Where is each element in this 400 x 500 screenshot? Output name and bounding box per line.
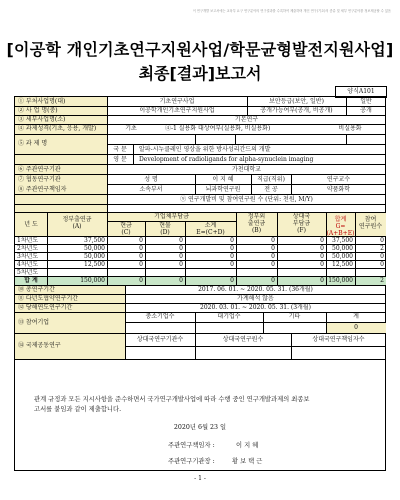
english-title: Development of radioligands for alpha-synuclein imaging bbox=[139, 156, 314, 163]
researchers-cell: 0 bbox=[380, 237, 384, 244]
year-cell: 5차년도 bbox=[17, 269, 39, 276]
partner-header: 상대국 부담금 (F) bbox=[292, 213, 311, 234]
sub-program-label: ③ 세부사업명(소) bbox=[18, 116, 66, 123]
kind-cell: 0 bbox=[179, 253, 183, 260]
top-note: 이 연구개발 보고서에는 교육부 요구 연구분야의 연구결과를 수록하여 제출하며 개인 연구(기초)의 종류 및 세부 연구분야를 정보제공할 수 있음 bbox=[192, 9, 391, 13]
other-count-label: 기타 bbox=[288, 313, 301, 320]
kind-cell: 0 bbox=[179, 245, 183, 252]
company-total-label: 계 bbox=[353, 313, 359, 320]
partner-sum: 0 bbox=[320, 277, 324, 284]
pi-name-label: 성 명 bbox=[144, 176, 158, 183]
year-cell: 1차년도 bbox=[17, 237, 39, 244]
task-type-label: ④ 과제성격(기초, 응용, 개발) bbox=[18, 125, 97, 132]
gov-cell: 50,000 bbox=[84, 253, 105, 260]
pi-sign-label: 주관연구책임자 : bbox=[168, 442, 215, 449]
kind-cell: 0 bbox=[179, 261, 183, 268]
cash-cell: 0 bbox=[139, 261, 143, 268]
cooperating-institution-label: ⑦ 협동연구기관 bbox=[18, 176, 61, 183]
total-period-label: ⑩ 총연구기간 bbox=[18, 286, 55, 293]
subtotal-sum: 0 bbox=[230, 277, 234, 284]
multi-year-label: ⑪ 다년도협약연구기간 bbox=[18, 295, 79, 302]
partner-cell: 0 bbox=[320, 253, 324, 260]
year-cell: 4차년도 bbox=[17, 261, 39, 268]
kind-header: 현물 (D) bbox=[159, 222, 171, 236]
pi-rank-label: 직급(직위) bbox=[257, 176, 285, 183]
agreement-text bbox=[34, 395, 364, 415]
cash-sum: 0 bbox=[139, 277, 143, 284]
researchers-header: 참여 연구원수 bbox=[358, 216, 383, 230]
cash-cell: 0 bbox=[139, 245, 143, 252]
current-period-value: 2020. 03. 01. ~ 2020. 05. 31. (3개월) bbox=[200, 304, 311, 311]
gov-sum: 150,000 bbox=[80, 277, 105, 284]
pi-name-value: 이 지 혜 bbox=[212, 176, 234, 183]
total-cell: 50,000 bbox=[332, 253, 353, 260]
security-grade-label: 보안등급(보안, 일반) bbox=[269, 98, 324, 105]
disclosure-value: 공개 bbox=[360, 107, 372, 114]
company-total-value: 0 bbox=[354, 324, 358, 331]
korean-title: 알파-시누클레인 영상을 위한 방사성리간드의 개발 bbox=[139, 146, 271, 153]
program-name-value: 이공학개인기초연구지원사업 bbox=[139, 107, 215, 114]
pi-major-value: 약품화학 bbox=[326, 186, 351, 193]
partner-researcher-count-label: 상대국연구원수 bbox=[222, 336, 264, 343]
head-sign-label: 주관연구기관장 : bbox=[168, 458, 215, 465]
total-period-value: 2017. 06. 01. ~ 2020. 05. 31. (36개월) bbox=[198, 286, 313, 293]
head-sign-name: 황 보 택 근 bbox=[232, 458, 263, 465]
form-code: 양식A101 bbox=[335, 86, 387, 98]
task-title-label: ⑤ 과 제 명 bbox=[18, 140, 48, 147]
page-number: - 1 - bbox=[194, 475, 206, 482]
gov-cell: 37,500 bbox=[84, 237, 105, 244]
researchers-cell: 0 bbox=[380, 253, 384, 260]
korean-title-label: 국 문 bbox=[113, 146, 127, 153]
partner-cell: 0 bbox=[320, 261, 324, 268]
report-title: 최종[결과]보고서 bbox=[138, 64, 262, 83]
researchers-sum: 2 bbox=[380, 277, 384, 284]
principal-investigator-label: ⑧ 주관연구책임자 bbox=[18, 186, 67, 193]
business-name-value: 기초연구사업 bbox=[159, 98, 195, 105]
cash-cell: 0 bbox=[139, 237, 143, 244]
local-cell: 0 bbox=[271, 253, 275, 260]
total-cell: 37,500 bbox=[332, 237, 353, 244]
pi-dept-label: 소속부서 bbox=[139, 186, 163, 193]
pi-sign-name: 이 지 혜 bbox=[236, 442, 259, 449]
local-cell: 0 bbox=[271, 245, 275, 252]
large-company-count-label: 대기업수 bbox=[217, 313, 241, 320]
participating-companies-label: ⑬ 참여기업 bbox=[18, 319, 50, 326]
submission-date: 2020년 6월 23 일 bbox=[173, 424, 227, 431]
pi-rank-value: 연구교수 bbox=[326, 176, 351, 183]
english-title-label: 영 문 bbox=[113, 156, 127, 163]
task-type-value: 기초 bbox=[125, 125, 137, 132]
local-header: 정부외 출연금 (B) bbox=[247, 213, 266, 234]
cash-header: 현금 (C) bbox=[120, 222, 132, 236]
subtotal-header: 소계 E=(C+D) bbox=[196, 222, 225, 236]
sub-program-value: 기본연구 bbox=[234, 116, 259, 123]
kind-sum: 0 bbox=[179, 277, 183, 284]
partner-pi-count-label: 상대국연구책임자수 bbox=[312, 336, 365, 343]
total-sum: 150,000 bbox=[328, 277, 353, 284]
host-institution-value: 가천대학교 bbox=[232, 166, 261, 173]
sme-count-label: 중소기업수 bbox=[145, 313, 175, 320]
gov-header: 정부출연금 (A) bbox=[62, 216, 92, 230]
host-institution-label: ⑥ 주관연구기관 bbox=[18, 166, 61, 173]
year-header: 년 도 bbox=[24, 221, 38, 228]
kind-cell: 0 bbox=[179, 237, 183, 244]
subtotal-cell: 0 bbox=[230, 261, 234, 268]
total-cell: 12,500 bbox=[332, 261, 353, 268]
pi-dept-value: 뇌과학연구원 bbox=[205, 186, 241, 193]
total-cell: 50,000 bbox=[332, 245, 353, 252]
researchers-cell: 2 bbox=[380, 245, 384, 252]
budget-caption: ⑨ 연구개발비 및 참여연구원 수 (단위: 천원, M/Y) bbox=[180, 196, 313, 203]
disclosure-label: 공개가능여부(공개, 비공개) bbox=[260, 107, 333, 114]
report-title-program: [이공학 개인기초연구지원사업/학문균형발전지원사업] bbox=[6, 40, 394, 59]
subtotal-cell: 0 bbox=[230, 237, 234, 244]
agreement-line-2: 고서를 붙임과 같이 제출합니다. bbox=[34, 406, 122, 413]
total-header: 합계 G=(A+B+E) bbox=[326, 216, 355, 237]
sum-label: 합 계 bbox=[24, 277, 38, 284]
year-cell: 2차년도 bbox=[17, 245, 39, 252]
practical-use-label: ④-1 실용화 대상여부(실용화, 비실용화) bbox=[165, 125, 271, 132]
security-grade-value: 일반 bbox=[360, 98, 372, 105]
agreement-line-1: 관계 규정과 모든 지시사항을 준수하면서 국가연구개발사업에 따라 수행 중인 연구개발과제의 최종보 bbox=[34, 396, 310, 403]
pi-major-label: 전 공 bbox=[264, 186, 278, 193]
researchers-cell: 0 bbox=[380, 261, 384, 268]
local-cell: 0 bbox=[271, 237, 275, 244]
local-sum: 0 bbox=[271, 277, 275, 284]
gov-cell: 50,000 bbox=[84, 245, 105, 252]
local-cell: 0 bbox=[271, 261, 275, 268]
business-name-label: ① 부처사업명(대) bbox=[18, 98, 66, 105]
cash-cell: 0 bbox=[139, 253, 143, 260]
partner-cell: 0 bbox=[320, 245, 324, 252]
year-cell: 3차년도 bbox=[17, 253, 39, 260]
gov-cell: 12,500 bbox=[84, 261, 105, 268]
partner-cell: 0 bbox=[320, 237, 324, 244]
current-period-label: ⑫ 당해연도연구기간 bbox=[18, 304, 73, 311]
subtotal-cell: 0 bbox=[230, 245, 234, 252]
private-header: 기업체부담금 bbox=[154, 213, 189, 220]
program-name-label: ② 사 업 명(중) bbox=[18, 107, 58, 114]
international-research-label: ⑭ 국제공동연구 bbox=[18, 342, 61, 349]
subtotal-cell: 0 bbox=[230, 253, 234, 260]
multi-year-value: 가계해석 않음 bbox=[237, 295, 274, 302]
practical-use-value: 비실용화 bbox=[338, 125, 362, 132]
partner-institution-count-label: 상대국연구기관수 bbox=[136, 336, 184, 343]
